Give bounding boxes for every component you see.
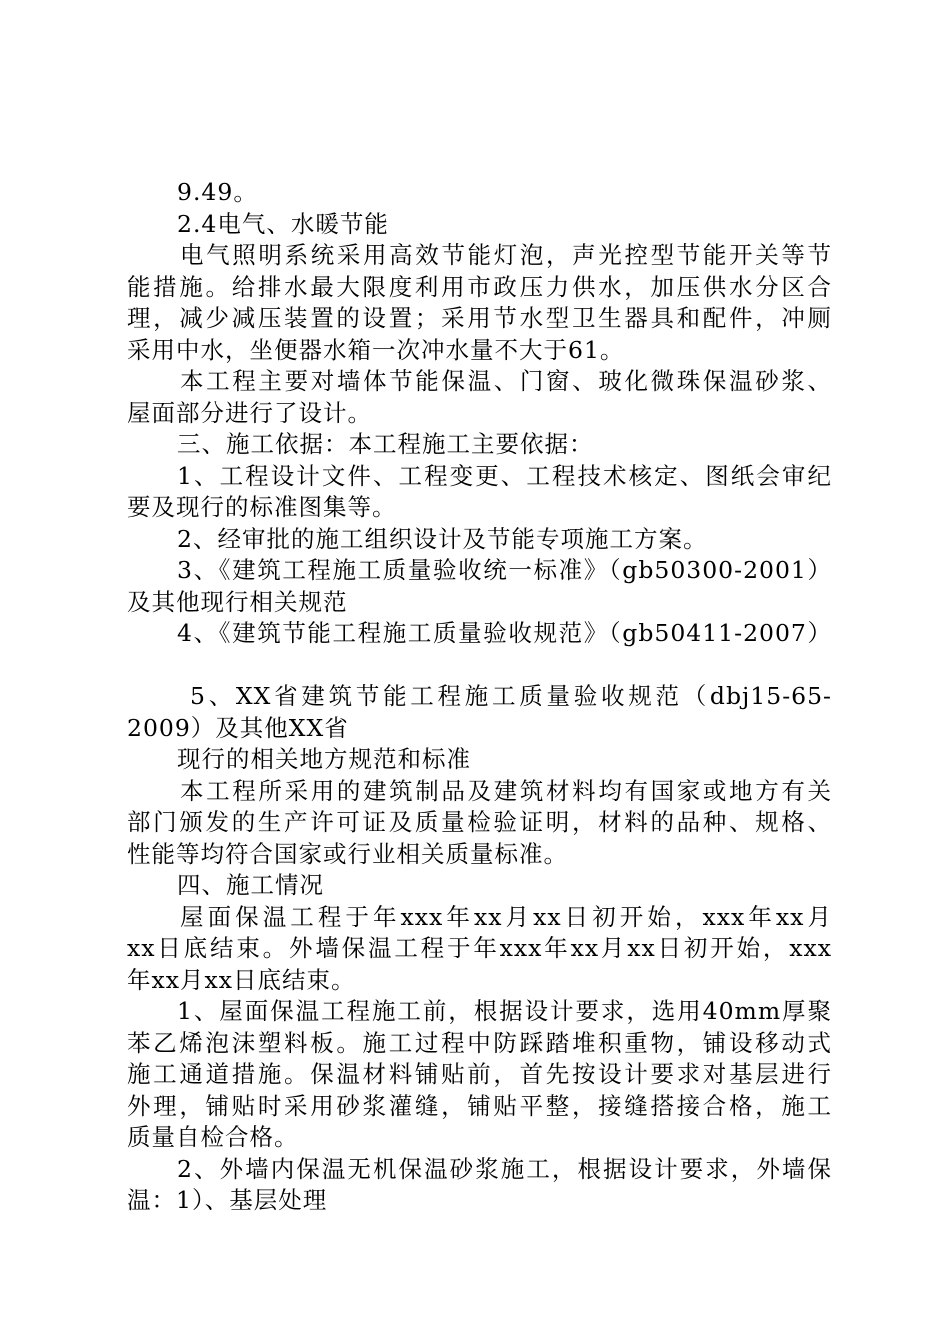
text-line: 3、《建筑工程施工质量验收统一标准》（gb50300-2001）	[177, 556, 832, 584]
text-line: 5、XX省建筑节能工程施工质量验收规范（dbj15-65-	[190, 682, 832, 710]
text-line: 能措施。给排水最大限度利用市政压力供水，加压供水分区合	[127, 273, 832, 301]
text-line: 2、经审批的施工组织设计及节能专项施工方案。	[177, 525, 708, 553]
text-line: 质量自检合格。	[127, 1123, 299, 1151]
text-line: 电气照明系统采用高效节能灯泡，声光控型节能开关等节	[180, 241, 832, 269]
text-line: 年xx月xx日底结束。	[127, 966, 356, 994]
text-line: 本工程所采用的建筑制品及建筑材料均有国家或地方有关	[180, 777, 832, 805]
section-heading: 三、施工依据：本工程施工主要依据：	[177, 430, 594, 458]
text-line: 屋面部分进行了设计。	[127, 399, 372, 427]
section-heading: 四、施工情况	[177, 871, 324, 899]
text-line: 1、屋面保温工程施工前，根据设计要求，选用40mm厚聚	[177, 997, 832, 1025]
text-line: 采用中水，坐便器水箱一次冲水量不大于61。	[127, 336, 625, 364]
text-line: 本工程主要对墙体节能保温、门窗、玻化微珠保温砂浆、	[180, 367, 832, 395]
text-line: 外理，铺贴时采用砂浆灌缝，铺贴平整，接缝搭接合格，施工	[127, 1092, 832, 1120]
text-line: 屋面保温工程于年xxx年xx月xx日初开始，xxx年xx月	[180, 903, 832, 931]
text-line: 现行的相关地方规范和标准	[177, 745, 471, 773]
text-line: xx日底结束。外墙保温工程于年xxx年xx月xx日初开始，xxx	[127, 934, 832, 962]
text-line: 4、《建筑节能工程施工质量验收规范》（gb50411-2007）	[177, 619, 832, 647]
text-line: 2、外墙内保温无机保温砂浆施工，根据设计要求，外墙保	[177, 1155, 832, 1183]
section-heading: 2.4电气、水暖节能	[177, 210, 389, 238]
text-line: 理，减少减压装置的设置；采用节水型卫生器具和配件，冲厕	[127, 304, 832, 332]
text-line: 2009）及其他XX省	[127, 714, 349, 742]
text-line: 温：1）、基层处理	[127, 1186, 328, 1214]
text-line: 1、工程设计文件、工程变更、工程技术核定、图纸会审纪	[177, 462, 832, 490]
text-line: 及其他现行相关规范	[127, 588, 348, 616]
text-line: 施工通道措施。保温材料铺贴前，首先按设计要求对基层进行	[127, 1060, 832, 1088]
text-line: 部门颁发的生产许可证及质量检验证明，材料的品种、规格、	[127, 808, 832, 836]
text-line: 性能等均符合国家或行业相关质量标准。	[127, 840, 568, 868]
text-line: 要及现行的标准图集等。	[127, 493, 397, 521]
text-line: 苯乙烯泡沫塑料板。施工过程中防踩踏堆积重物，铺设移动式	[127, 1029, 832, 1057]
text-line: 9.49。	[177, 178, 258, 206]
